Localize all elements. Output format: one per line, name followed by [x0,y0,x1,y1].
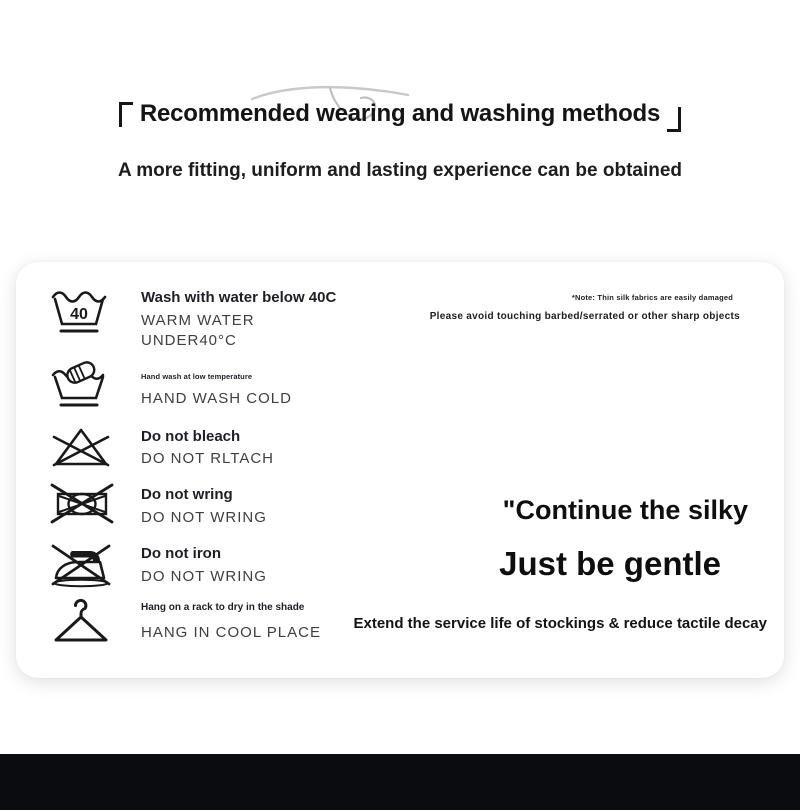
tagline-extend-service-life: Extend the service life of stockings & reduce tactile decay [353,615,767,632]
page-title [0,99,800,132]
headline-continue-silky: "Continue the silky [502,495,748,525]
do-not-bleach-icon [50,425,112,469]
page-title-text: Recommended wearing and washing methods [139,100,661,127]
wash-temp-value: 40 [70,306,88,323]
care-caps-line: UNDER40°C [141,332,237,349]
care-row-iron [141,545,267,587]
do-not-iron-icon [50,538,112,588]
care-caps-line: DO NOT RLTACH [141,450,275,467]
wash-40-icon [50,286,112,340]
care-caps-line: DO NOT WRING [141,568,267,585]
fragile-note-line2: Please avoid touching barbed/serrated or other sharp objects [429,311,740,322]
care-instructions-card [16,262,784,678]
do-not-wring-icon [50,480,114,526]
care-caps-line: HANG IN COOL PLACE [141,624,321,641]
care-label: Wash with water below 40C [141,289,337,306]
corner-bracket-right [667,107,681,132]
page-subtitle: A more fitting, uniform and lasting experience can be obtained [117,160,683,181]
hang-dry-icon [50,596,112,644]
care-row-wring [141,486,267,528]
hand-wash-icon [50,358,112,412]
fragile-note-line1: *Note: Thin silk fabrics are easily damaged [571,293,733,302]
care-row-handwash [141,372,292,409]
care-label: Do not wring [141,486,233,503]
care-caps-line: WARM WATER [141,312,255,329]
headline-just-be-gentle: Just be gentle [499,545,721,582]
footer-band [0,754,800,810]
corner-bracket-left [119,102,133,127]
care-label: Hand wash at low temperature [141,372,253,381]
care-label: Do not iron [141,545,221,562]
care-caps-line: DO NOT WRING [141,509,267,526]
care-label: Do not bleach [141,428,241,445]
care-caps-line: HAND WASH COLD [141,390,292,407]
care-row-hang [141,602,321,643]
care-row-wash [141,289,336,351]
care-label: Hang on a rack to dry in the shade [141,602,305,613]
care-row-bleach [141,428,274,469]
